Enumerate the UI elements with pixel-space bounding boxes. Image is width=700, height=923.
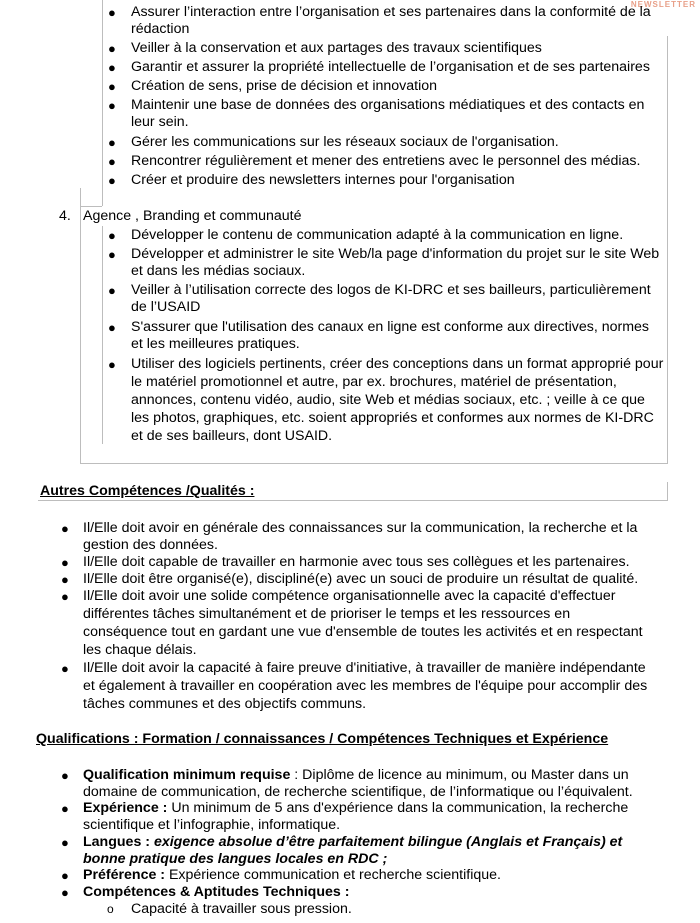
qualification-line [83,867,501,884]
bullet-dot: ● [61,521,69,536]
list-item-line: Garantir et assurer la propriété intellectuelle de l’organisation et de ses partenaires [131,59,650,75]
list-item-line: Créer et produire des newsletters internes pour l'organisation [131,172,515,188]
table-border-left-inner-2 [102,226,103,444]
list-item-line: Il/Elle doit avoir la capacité à faire preuve d'initiative, à travailler de manière indépendante [83,660,646,676]
list-item-line: Maintenir une base de données des organisations médiatiques et des contacts en [131,97,645,113]
list-item-line: leur sein. [131,114,189,130]
bullet-dot: ● [61,589,69,604]
qualification-text: Un minimum de 5 ans d'expérience dans la communication, la recherche [167,800,629,816]
bullet-dot: ● [61,885,69,900]
section-number: 4. [59,208,71,224]
bullet-dot: ● [108,41,116,56]
bullet-dot: ● [108,228,116,243]
list-item-line: les chaque délais. [83,642,197,658]
qualification-line: Compétences & Aptitudes Techniques : [83,884,350,900]
qualification-label: Expérience : [83,800,168,816]
section-heading: Autres Compétences /Qualités : [40,483,255,499]
list-item-line: les photos, graphiques, etc. soient appropriés et conformes aux normes de KI-DRC [131,410,654,426]
bullet-dot: ● [108,357,116,372]
list-item-line: Création de sens, prise de décision et innovation [131,78,438,94]
bullet-dot: ● [61,868,69,883]
list-item-line: rédaction [131,21,190,37]
bullet-dot: ● [61,835,69,850]
heading-rule [38,500,668,501]
bullet-dot: ● [108,247,116,262]
list-item-line: et également à travailler en coopération avec les membres de l'équipe pour accomplir des [83,678,648,694]
table-border-left-outer [80,188,81,464]
qualification-line [83,834,622,851]
list-item-line: Rencontrer régulièrement et mener des entretiens avec le personnel des médias. [131,153,641,169]
list-item-line: gestion des données. [83,537,218,553]
list-item-line: Utiliser des logiciels pertinents, créer des conceptions dans un format approprié pour [131,356,664,372]
bullet-dot: ● [108,135,116,150]
table-border-mid [80,206,102,207]
list-item-line: tâches communes et des objectifs communs. [83,696,367,712]
bullet-dot: ● [61,572,69,587]
list-item-line: différentes tâches simultanément et de prioriser le temps et les ressources en [83,606,571,622]
heading-rule-end [667,482,668,500]
circle-bullet: o [107,902,114,916]
bullet-dot: ● [108,283,116,298]
qualification-line: bonne pratique des langues locales en RDC ; [83,851,388,867]
qualification-line: scientifique et l’infographie, informatique. [83,817,341,833]
bullet-dot: ● [61,768,69,783]
qualification-label: Qualification minimum requise [83,767,291,783]
sub-item-line: Capacité à travailler sous pression. [131,901,352,917]
qualification-text: exigence absolue d’être parfaitement bilingue (Anglais et Français) et [150,834,623,850]
list-item-line: Il/Elle doit capable de travailler en harmonie avec tous ses collègues et les partenaires. [83,554,630,570]
section-title: Agence , Branding et communauté [83,208,302,224]
list-item-line: Il/Elle doit avoir une solide compétence organisationnelle avec la capacité d'effectuer [83,588,616,604]
list-item-line: et dans les médias sociaux. [131,263,306,279]
qualification-line: domaine de communication, de recherche scientifique, de l’informatique ou l’équivalent. [83,784,633,800]
table-border-right [667,36,668,464]
list-item-line: le matériel promotionnel et autre, par ex. brochures, matériel de présentation, [131,374,617,390]
stamp-text: NEWSLETTER [630,0,696,9]
bullet-dot: ● [61,555,69,570]
list-item-line: de l’USAID [131,299,201,315]
list-item-line: annonces, contenu vidéo, audio, site Web et médias sociaux, etc. ; veille à ce que [131,392,645,408]
bullet-dot: ● [108,98,116,113]
bullet-dot: ● [108,60,116,75]
list-item-line: et de ses bailleurs, dont USAID. [131,428,333,444]
list-item-line: Gérer les communications sur les réseaux sociaux de l'organisation. [131,134,559,150]
list-item-line: Il/Elle doit être organisé(e), discipliné(e) avec un souci de produire un résultat de qualité. [83,571,639,587]
list-item-line: conséquence tout en gardant une vue d'ensemble de toutes les activités et en respectant [83,624,643,640]
qualification-label: Langues : [83,834,151,850]
list-item-line: Veiller à la conservation et aux partages des travaux scientifiques [131,40,542,56]
list-item-line: S'assurer que l'utilisation des canaux en ligne est conforme aux directives, normes [131,319,650,335]
bullet-dot: ● [108,5,116,20]
bullet-dot: ● [108,79,116,94]
qualification-text: : Diplôme de licence au minimum, ou Master dans un [290,767,629,783]
list-item-line: Développer le contenu de communication adapté à la communication en ligne. [131,227,624,243]
section-heading: Qualifications : Formation / connaissances / Compétences Techniques et Expérience [36,731,609,747]
list-item-line: Assurer l’interaction entre l’organisation et ses partenaires dans la conformité de la [131,4,651,20]
list-item-line: et les meilleures pratiques. [131,336,300,352]
qualification-line [83,767,629,784]
list-item-line: Il/Elle doit avoir en générale des connaissances sur la communication, la recherche et la [83,520,638,536]
list-item-line: Développer et administrer le site Web/la page d'information du projet sur le site Web [131,246,660,262]
qualification-label: Préférence : [83,867,166,883]
qualification-line [83,800,628,817]
bullet-dot: ● [61,661,69,676]
list-item-line: Veiller à l’utilisation correcte des logos de KI-DRC et ses bailleurs, particulièrement [131,282,651,298]
qualification-text: Expérience communication et recherche scientifique. [165,867,501,883]
table-border-bottom [80,463,668,464]
bullet-dot: ● [108,320,116,335]
bullet-dot: ● [108,154,116,169]
bullet-dot: ● [108,173,116,188]
table-border-left-inner [102,0,103,206]
bullet-dot: ● [61,801,69,816]
